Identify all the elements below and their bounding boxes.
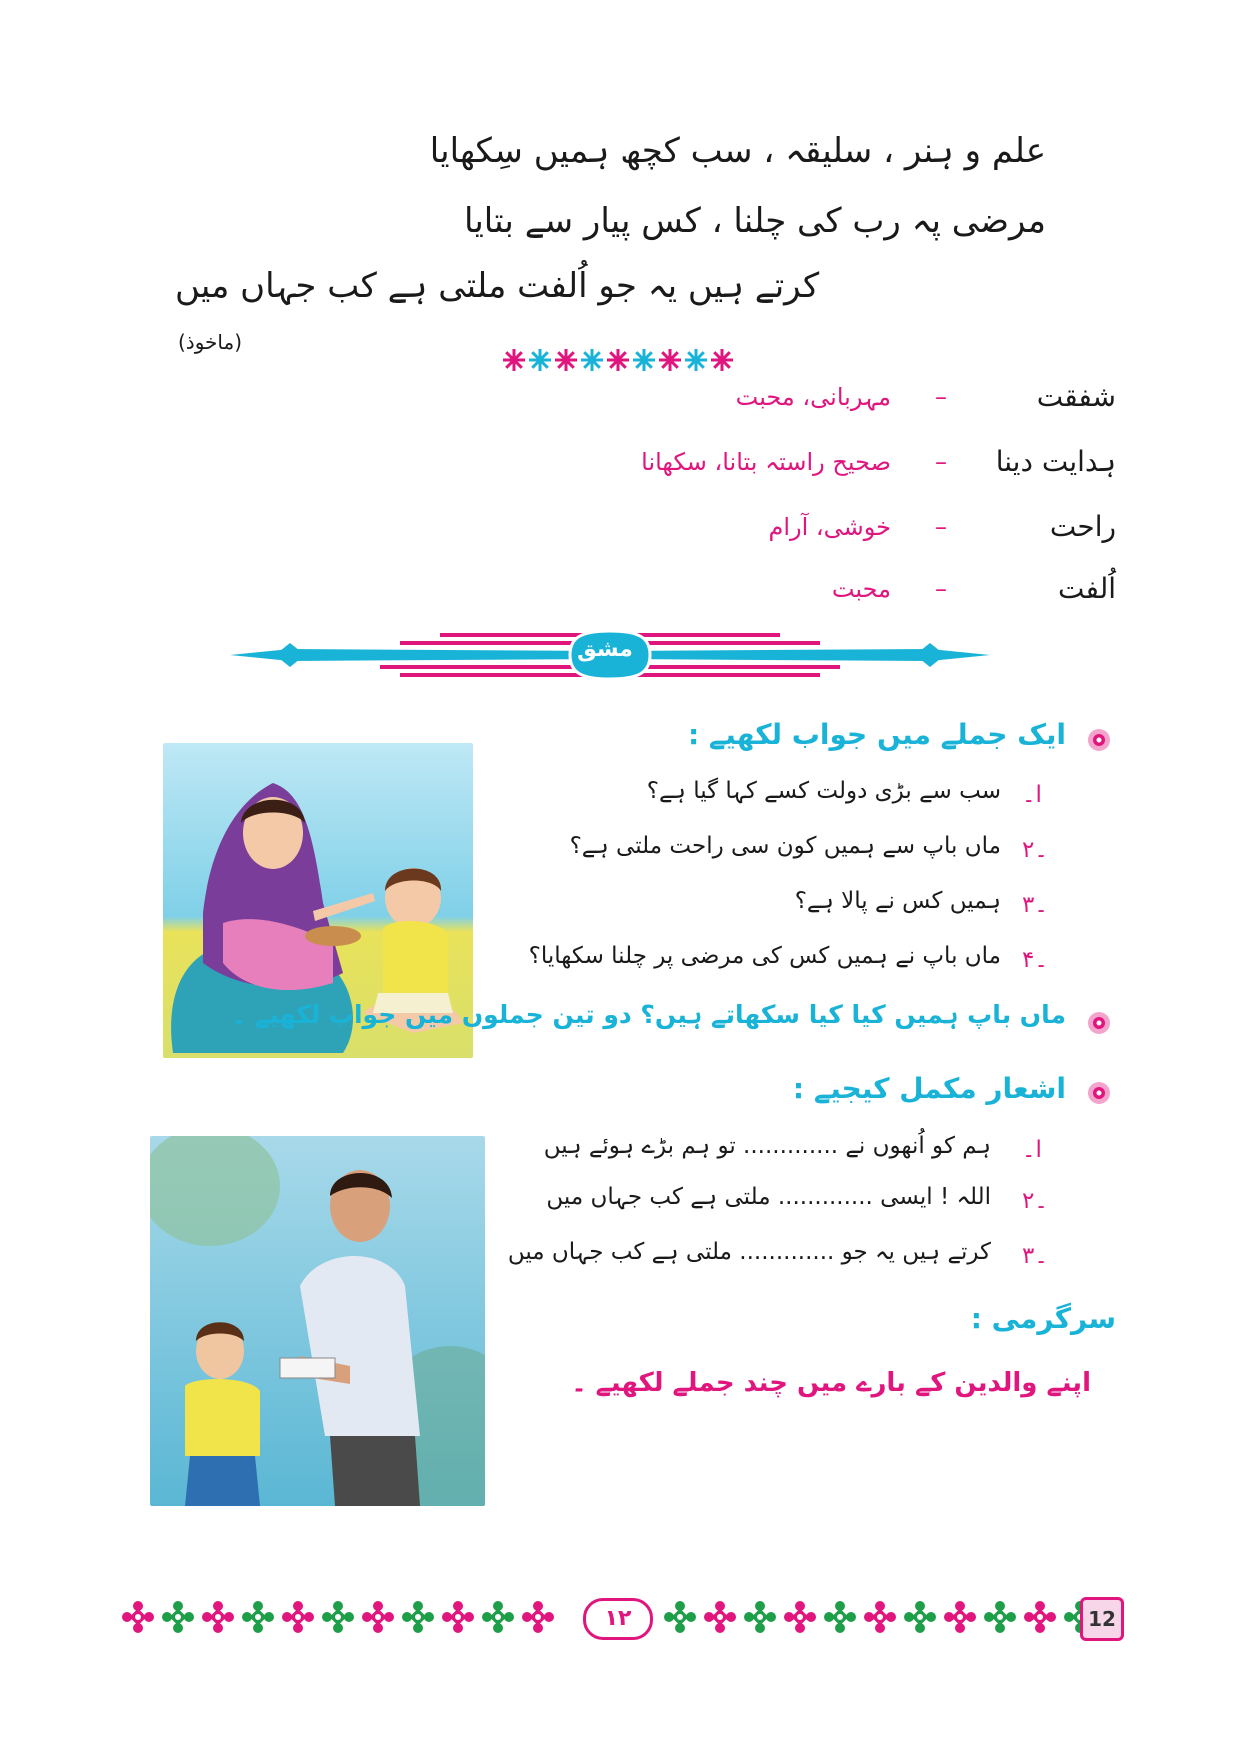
line-number: ۲۔ xyxy=(1022,1188,1048,1214)
footer-flower-icon xyxy=(944,1601,976,1633)
section2-heading: ماں باپ ہمیں کیا کیا سکھاتے ہیں؟ دو تین جملوں میں جواب لکھیے ۔ xyxy=(231,1000,1066,1029)
footer-flower-icon xyxy=(824,1601,856,1633)
flower-bullet-icon xyxy=(1086,727,1112,753)
father-giving-gift-illustration xyxy=(150,1136,485,1506)
glossary-word: اُلفت xyxy=(1058,572,1116,605)
footer-flower-icon xyxy=(984,1601,1016,1633)
star-icon xyxy=(503,349,525,371)
star-icon xyxy=(555,349,577,371)
footer-flower-icon xyxy=(322,1601,354,1633)
footer-flower-icon xyxy=(482,1601,514,1633)
flower-bullet-icon xyxy=(1086,1080,1112,1106)
footer-flower-icon xyxy=(242,1601,274,1633)
footer-flower-icon xyxy=(704,1601,736,1633)
glossary-word: شفقت xyxy=(1036,380,1116,413)
footer-flower-icon xyxy=(402,1601,434,1633)
star-icon xyxy=(711,349,733,371)
glossary-meaning: صحیح راستہ بتانا، سکھانا xyxy=(641,448,891,476)
line-text: ہم کو اُنھوں نے ............. تو ہم بڑے ہوئے ہیں xyxy=(543,1133,991,1159)
glossary-meaning: خوشی، آرام xyxy=(768,513,891,541)
footer-flower-icon xyxy=(744,1601,776,1633)
poem-line-3: کرتے ہیں یہ جو اُلفت ملتی ہے کب جہاں میں xyxy=(175,266,820,306)
glossary-meaning: محبت xyxy=(831,575,891,603)
star-icon xyxy=(581,349,603,371)
footer-flower-icon xyxy=(904,1601,936,1633)
glossary-dash: – xyxy=(935,575,947,603)
footer-flower-icon xyxy=(864,1601,896,1633)
activity-text: اپنے والدین کے بارے میں چند جملے لکھیے ۔ xyxy=(571,1368,1091,1398)
star-divider xyxy=(500,340,740,380)
footer-flower-icon xyxy=(784,1601,816,1633)
question-number: ا۔ xyxy=(1022,782,1042,808)
poem-line-2: مرضی پہ رب کی چلنا ، کس پیار سے بتایا xyxy=(463,201,1046,241)
footer-flower-icon xyxy=(362,1601,394,1633)
footer-flower-icon xyxy=(162,1601,194,1633)
glossary-word: ہدایت دینا xyxy=(995,445,1116,478)
activity-title: سرگرمی : xyxy=(970,1302,1116,1335)
star-icon xyxy=(529,349,551,371)
line-number: ۳۔ xyxy=(1022,1243,1048,1269)
footer-flower-icon xyxy=(1024,1601,1056,1633)
question-number: ۳۔ xyxy=(1022,892,1048,918)
question-text: ماں باپ نے ہمیں کس کی مرضی پر چلنا سکھایا؟ xyxy=(528,943,1001,969)
glossary-word: راحت xyxy=(1049,510,1116,543)
footer-flower-icon xyxy=(522,1601,554,1633)
page-number-urdu: ۱۲ xyxy=(583,1598,653,1640)
question-number: ۲۔ xyxy=(1022,837,1048,863)
footer-flower-icon xyxy=(442,1601,474,1633)
star-icon xyxy=(685,349,707,371)
line-number: ا۔ xyxy=(1022,1137,1042,1163)
question-number: ۴۔ xyxy=(1022,947,1048,973)
poem-line-1: علم و ہنر ، سلیقہ ، سب کچھ ہمیں سِکھایا xyxy=(429,131,1046,171)
line-text: کرتے ہیں یہ جو ............. ملتی ہے کب جہاں میں xyxy=(507,1239,991,1265)
question-text: ماں باپ سے ہمیں کون سی راحت ملتی ہے؟ xyxy=(569,833,1001,859)
question-text: سب سے بڑی دولت کسے کہا گیا ہے؟ xyxy=(646,778,1001,804)
glossary-dash: – xyxy=(935,383,947,411)
glossary-dash: – xyxy=(935,513,947,541)
footer-flower-icon xyxy=(282,1601,314,1633)
question-text: ہمیں کس نے پالا ہے؟ xyxy=(794,888,1001,914)
star-icon xyxy=(659,349,681,371)
page-number: 12 xyxy=(1080,1597,1124,1641)
glossary-meaning: مہربانی، محبت xyxy=(735,383,891,411)
star-icon xyxy=(633,349,655,371)
glossary-dash: – xyxy=(935,448,947,476)
exercise-label: مشق xyxy=(577,637,633,662)
footer-flower-icon xyxy=(122,1601,154,1633)
line-text: اللہ ! ایسی ............. ملتی ہے کب جہاں میں xyxy=(546,1184,991,1210)
footer-flower-icon xyxy=(202,1601,234,1633)
poem-source: (ماخوذ) xyxy=(178,330,243,354)
section3-heading: اشعار مکمل کیجیے : xyxy=(792,1072,1066,1105)
section1-heading: ایک جملے میں جواب لکھیے : xyxy=(687,718,1066,751)
flower-bullet-icon xyxy=(1086,1010,1112,1036)
star-icon xyxy=(607,349,629,371)
footer-flower-icon xyxy=(664,1601,696,1633)
